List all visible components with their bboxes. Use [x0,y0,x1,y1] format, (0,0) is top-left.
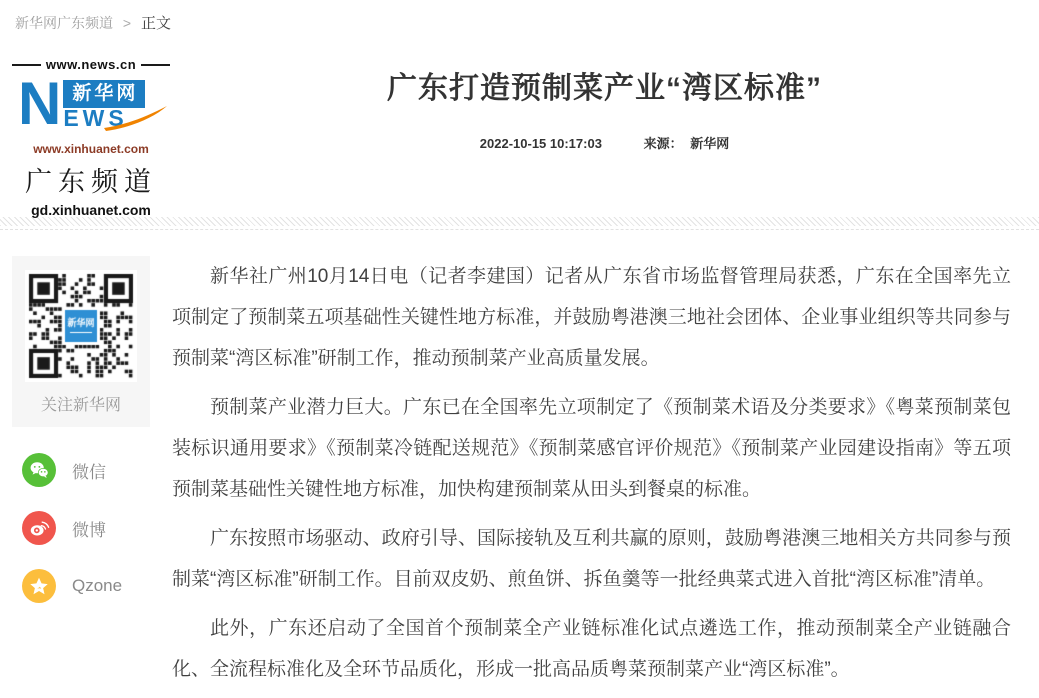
share-qzone-button[interactable] [22,569,150,603]
follow-qr-code [25,270,137,382]
share-sidebar [12,256,150,698]
article-paragraph: 广东按照市场驱动、政府引导、国际接轨及互利共赢的原则，鼓励粤港澳三地相关方共同参与预制菜“湾区标准”研制工作。目前双皮奶、煎鱼饼、拆鱼羹等一批经典菜式进入首批“湾区标准”清单。 [172,528,1011,590]
article-paragraph: 预制菜产业潜力巨大。广东已在全国率先立项制定了《预制菜术语及分类要求》《粤菜预制菜包装标识通用要求》《预制菜冷链配送规范》《预制菜感官评价规范》《预制菜产业园建设指南》等五项预制菜基础性关键性地方标准，加快构建预制菜从田头到餐桌的标准。 [172,397,1011,500]
source-name[interactable]: 新华网 [690,136,730,151]
logo-channel-name: 广东频道 [25,167,157,197]
source-label: 来源： [643,136,683,151]
logo-mid-url: www.xinhuanet.com [33,142,149,156]
breadcrumb [0,0,1039,33]
share-weibo-label: 微博 [72,520,106,540]
logo-ews-text: EWS [63,105,128,131]
share-qzone-label: Qzone [72,576,123,595]
article-paragraph: 此外，广东还启动了全国首个预制菜全产业链标准化试点遴选工作，推动预制菜全产业链融合化、全流程标准化及全环节品质化，形成一批高品质粤菜预制菜产业“湾区标准”。 [172,618,1011,680]
article-header [0,53,1039,218]
article-body [172,256,1011,698]
article-meta [170,133,1039,152]
wechat-icon[interactable] [22,453,56,487]
breadcrumb-current: 正文 [140,15,171,32]
hatched-divider [0,217,1039,226]
qzone-icon[interactable] [22,569,56,603]
logo-n-letter: N [18,70,62,137]
logo-cn-name: 新华网 [63,80,145,108]
qr-card [12,256,150,427]
breadcrumb-separator: > [122,15,132,31]
xinhuanet-logo[interactable] [12,57,170,218]
logo-left-bar [12,64,41,66]
weibo-icon[interactable] [22,511,56,545]
breadcrumb-channel-link[interactable]: 新华网广东频道 [15,15,113,31]
news-logo-mark [12,70,170,140]
article-paragraph: 新华社广州10月14日电（记者李建国）记者从广东省市场监督管理局获悉，广东在全国率先立项制定了预制菜五项基础性关键性地方标准，并鼓励粤港澳三地社会团体、企业事业组织等共同参与预制菜“湾区标准”研制工作，推动预制菜产业高质量发展。 [172,266,1011,369]
logo-bottom-url: gd.xinhuanet.com [31,202,151,218]
share-weibo-button[interactable] [22,511,150,545]
share-wechat-button[interactable] [22,453,150,487]
share-wechat-label: 微信 [72,462,106,482]
page-title: 广东打造预制菜产业“湾区标准” [387,72,822,105]
logo-top-url: www.news.cn [45,57,137,72]
publish-datetime: 2022-10-15 10:17:03 [479,136,602,151]
logo-right-bar [141,64,170,66]
qr-caption: 关注新华网 [40,397,121,414]
logo-orange-swoosh-icon [104,106,168,132]
